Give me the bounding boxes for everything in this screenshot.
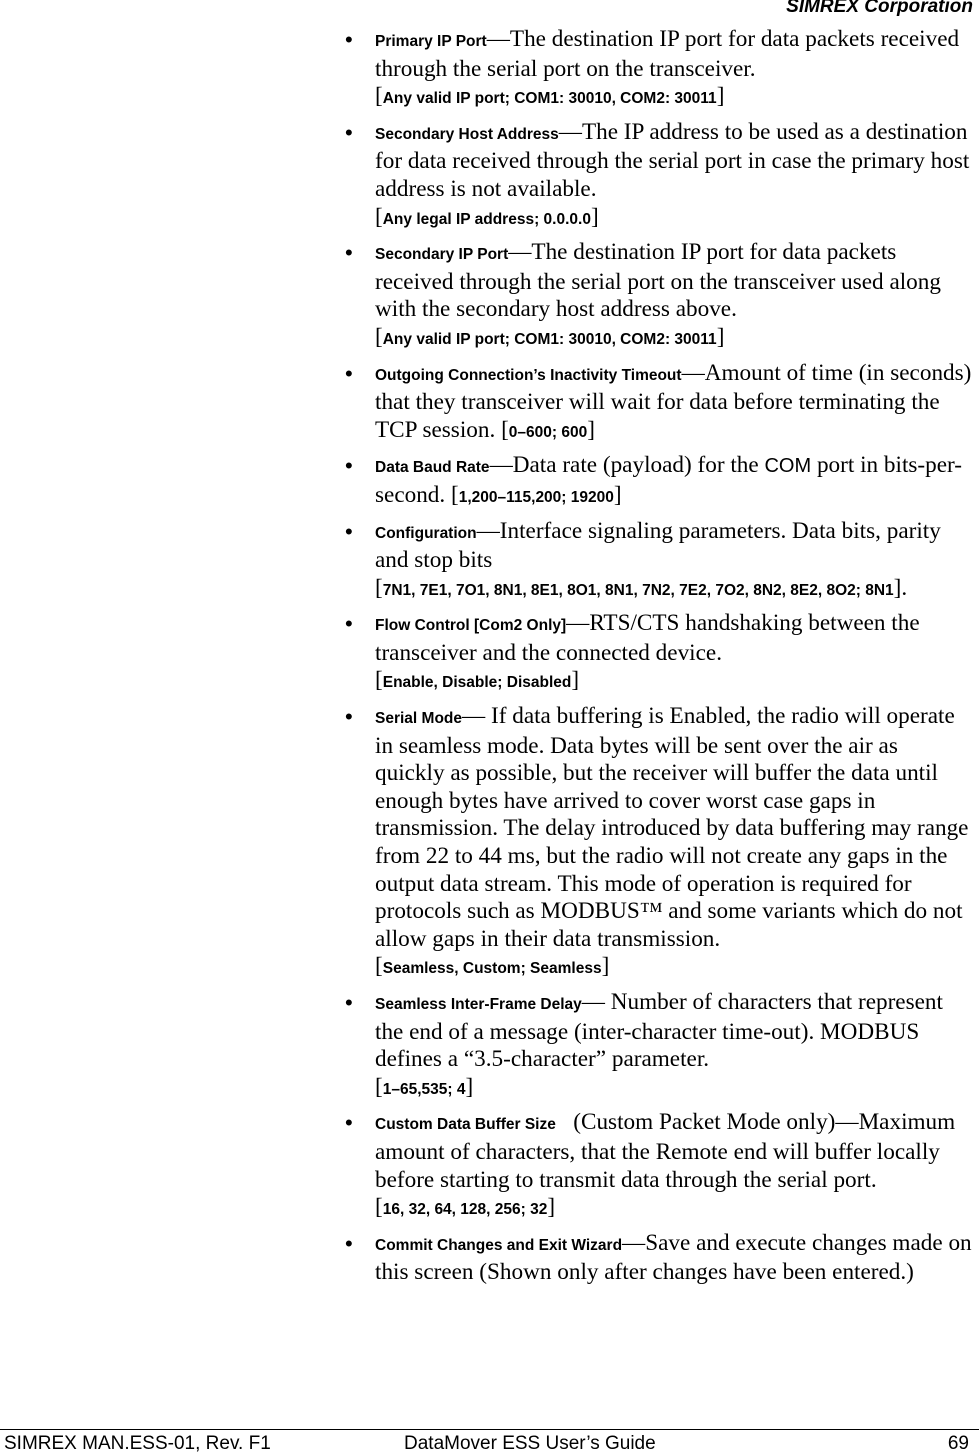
parameter-range-line: [Enable, Disable; Disabled] <box>375 667 580 694</box>
bullet-icon: • <box>345 611 353 637</box>
bullet-icon: • <box>345 1230 353 1256</box>
parameter-range-line: [Any legal IP address; 0.0.0.0] <box>375 203 599 230</box>
parameter-range-line: [16, 32, 64, 128, 256; 32] <box>375 1194 556 1221</box>
parameter-range-line: [Any valid IP port; COM1: 30010, COM2: 30011] <box>375 83 725 110</box>
parameter-description: The destination IP port for data packets received through the serial port on the transceiver. <box>375 26 960 82</box>
parameter-name: Primary IP Port <box>375 33 487 50</box>
page-footer <box>0 1433 979 1455</box>
bullet-icon: • <box>345 360 353 386</box>
list-item <box>345 703 973 983</box>
list-item <box>345 518 973 605</box>
parameter-range: 0–600; 600 <box>508 423 588 441</box>
bullet-icon: • <box>345 518 353 544</box>
list-item <box>345 119 973 233</box>
parameter-name: Serial Mode <box>375 710 462 728</box>
em-dash: — <box>486 26 510 52</box>
em-dash: — <box>581 989 605 1015</box>
parameter-name: Commit Changes and Exit Wizard <box>375 1236 623 1254</box>
list-item <box>345 1230 973 1287</box>
bullet-icon: • <box>345 27 353 52</box>
parameter-range: Any valid IP port; COM1: 30010, COM2: 30011 <box>382 90 717 108</box>
footer-divider <box>0 1429 979 1430</box>
list-item <box>345 239 973 353</box>
parameter-range-line: [1–65,535; 4] <box>375 1073 474 1100</box>
parameter-description: The destination IP port for data packets received through the serial port on the transceiver used along with the secondary host address above. <box>375 239 941 323</box>
parameter-description-a: Data rate (payload) for the <box>512 452 765 479</box>
parameter-description: Save and execute changes made on this screen (Shown only after changes have been entered.) <box>375 1229 972 1286</box>
em-dash: — <box>566 610 590 637</box>
bullet-icon: • <box>345 240 353 266</box>
bullet-icon: • <box>345 990 353 1015</box>
parameter-range: Enable, Disable; Disabled <box>382 674 572 692</box>
page-header-title: SIMREX Corporation <box>786 0 973 17</box>
em-dash: — <box>508 239 532 266</box>
parameter-description-b: port in bits-per-second. <box>375 452 963 508</box>
parameter-name: Data Baud Rate <box>375 459 490 477</box>
parameter-description: Interface signaling parameters. Data bits, parity and stop bits <box>375 517 941 574</box>
parameter-range: 7N1, 7E1, 7O1, 8N1, 8E1, 8O1, 8N1, 7N2, 7E2, 7O2, 8N2, 8E2, 8O2; 8N1 <box>382 581 894 599</box>
list-item <box>345 1109 973 1223</box>
parameter-description: The IP address to be used as a destination for data received through the serial port in case the primary host address is not available. <box>375 118 970 202</box>
parameter-range-line: [7N1, 7E1, 7O1, 8N1, 8E1, 8O1, 8N1, 7N2, 7E2, 7O2, 8N2, 8E2, 8O2; 8N1]. <box>375 574 908 601</box>
parameter-description: Amount of time (in seconds) that they transceiver will wait for data before terminating the TCP session. <box>375 359 972 443</box>
bullet-icon: • <box>345 1110 353 1136</box>
em-dash: — <box>476 517 500 544</box>
em-dash: — <box>622 1229 646 1256</box>
parameter-list <box>345 26 973 1287</box>
list-item <box>345 610 973 697</box>
list-item: • Data Baud Rate—Data rate (payload) for the COM port in bits-per-second. [1,200–115,200; 19200] <box>345 452 963 508</box>
list-item <box>345 989 973 1103</box>
parameter-name: Custom Data Buffer Size <box>375 1116 556 1134</box>
parameter-name: Configuration <box>375 524 477 542</box>
page-number: 69 <box>947 1433 969 1454</box>
parameter-name: Outgoing Connection’s Inactivity Timeout <box>375 366 682 384</box>
parameter-range-line: [Any valid IP port; COM1: 30010, COM2: 30011] <box>375 323 725 350</box>
parameter-list-section <box>345 26 973 1293</box>
parameter-name: Secondary Host Address <box>375 125 559 143</box>
bullet-icon: • <box>345 453 353 479</box>
em-dash: — <box>489 452 513 479</box>
bullet-icon: • <box>345 119 353 145</box>
parameter-description: Number of characters that represent the end of a message (inter-character time-out). MODBUS defines a “3.5-character” parameter. <box>375 989 943 1073</box>
parameter-description: (Custom Packet Mode only)—Maximum amount of characters, that the Remote end will buffer locally before starting to transmit data through the serial port. <box>375 1109 956 1193</box>
em-dash: — <box>462 703 486 730</box>
parameter-description: RTS/CTS handshaking between the transceiver and the connected device. <box>375 610 920 666</box>
parameter-range: Any valid IP port; COM1: 30010, COM2: 30011 <box>382 330 717 348</box>
em-dash: — <box>681 359 705 386</box>
parameter-description: If data buffering is Enabled, the radio will operate in seamless mode. Data bytes will be sent over the air as quickly as possible, but the receiver will buffer the data until enough bytes have arrived to cover worst case gaps in transmission. The delay introduced by data buffering may range from 22 to 44 ms, but the radio will not create any gaps in the output data stream. This mode of operation is required for protocols such as MODBUS™ and some variants which do not allow gaps in their data transmission. <box>375 703 969 952</box>
parameter-name: Seamless Inter-Frame Delay <box>375 996 582 1013</box>
parameter-range: 1–65,535; 4 <box>382 1080 466 1098</box>
bullet-icon: • <box>345 704 353 730</box>
parameter-name: Flow Control [Com2 Only] <box>375 617 567 635</box>
footer-document-id: SIMREX MAN.ESS-01, Rev. F1 <box>4 1433 271 1454</box>
parameter-range: 1,200–115,200; 19200 <box>458 488 614 506</box>
parameter-range: Any legal IP address; 0.0.0.0 <box>382 210 591 228</box>
list-item: • Outgoing Connection’s Inactivity Timeout—Amount of time (in seconds) that they transceiver will wait for data before terminating the TCP session. [0–600; 600] <box>345 359 972 443</box>
parameter-range: Seamless, Custom; Seamless <box>382 960 602 978</box>
parameter-range-line: [Seamless, Custom; Seamless] <box>375 953 610 980</box>
list-item <box>345 26 973 113</box>
em-dash: — <box>558 118 582 145</box>
parameter-name: Secondary IP Port <box>375 246 509 264</box>
parameter-range: 16, 32, 64, 128, 256; 32 <box>382 1201 548 1219</box>
footer-guide-title: DataMover ESS User’s Guide <box>404 1433 656 1454</box>
com-port-label: COM <box>764 455 812 478</box>
